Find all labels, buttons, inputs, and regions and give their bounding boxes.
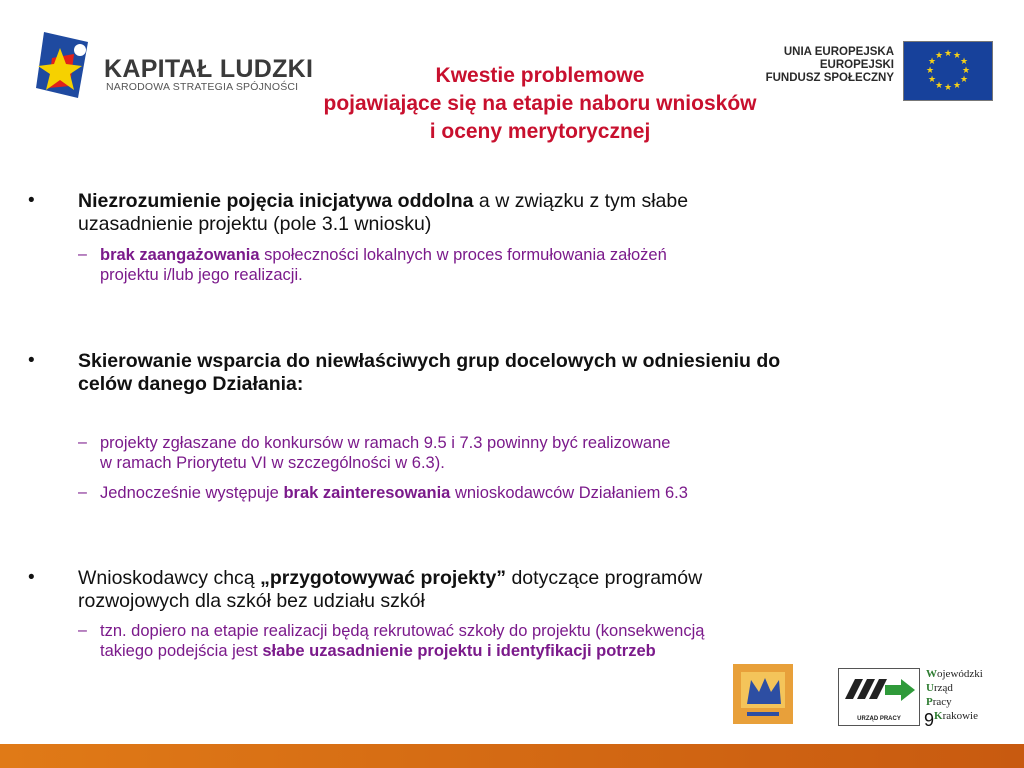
bullet-2-sub-1 [100, 433, 670, 473]
malopolska-logo [733, 664, 793, 724]
bullet-1-rest: a w związku z tym słabe [473, 190, 689, 212]
slide-title [210, 62, 870, 146]
bullet-3-rest: dotyczące programów [506, 567, 703, 589]
bullet-1-line-2: uzasadnienie projektu (pole 3.1 wniosku) [78, 213, 432, 235]
bullet-3-sub-1-bold: słabe uzasadnienie projektu i identyfikacji potrzeb [262, 642, 656, 660]
bullet-1-sub-1 [100, 245, 667, 285]
bullet-3-sub-1 [100, 621, 704, 661]
wup-w: W [926, 668, 937, 680]
bullet-1-sub-1-line-2: projektu i/lub jego realizacji. [100, 266, 303, 284]
title-line-2: pojawiające się na etapie naboru wniosków [323, 92, 757, 115]
bullet-2-sub-1-line-2: w ramach Priorytetu VI w szczególności w 6.3). [100, 454, 445, 472]
sub-bullet-dash: – [78, 622, 87, 639]
bullet-marker: • [28, 567, 35, 588]
page-number: 9 [924, 710, 935, 730]
title-line-3: i oceny merytorycznej [429, 120, 651, 143]
bullet-2-text [78, 350, 780, 396]
bullet-1-sub-1-bold: brak zaangażowania [100, 246, 260, 264]
sub-bullet-dash: – [78, 434, 87, 451]
wup-w-rest: ojewódzki [937, 668, 983, 680]
bullet-3-sub-1-pre: takiego podejścia jest [100, 642, 263, 660]
urzad-pracy-logo [838, 668, 920, 726]
wup-p: P [926, 696, 933, 708]
svg-text:★: ★ [927, 75, 937, 85]
wup-k-rest: rakowie [942, 710, 978, 722]
bullet-1-text [78, 190, 688, 236]
bullet-2-sub-2-pre: Jednocześnie występuje [100, 484, 284, 502]
footer-bar [0, 744, 1024, 768]
bullet-marker: • [28, 350, 35, 371]
svg-text:★: ★ [952, 81, 962, 91]
sub-bullet-dash: – [78, 484, 87, 501]
eu-line-2: EUROPEJSKI [819, 59, 894, 71]
svg-text:★: ★ [934, 51, 944, 61]
svg-text:★: ★ [959, 75, 969, 85]
wup-u-rest: rząd [933, 682, 953, 694]
svg-text:★: ★ [925, 66, 935, 76]
bullet-2-sub-2-rest: wnioskodawców Działaniem 6.3 [450, 484, 688, 502]
eu-line-3: FUNDUSZ SPOŁECZNY [765, 72, 894, 84]
svg-text:★: ★ [943, 83, 953, 93]
bullet-2-line-2: celów danego Działania: [78, 373, 304, 395]
eu-line-1: UNIA EUROPEJSKA [783, 46, 894, 58]
bullet-1-bold: Niezrozumienie pojęcia inicjatywa oddolna [78, 190, 474, 212]
bullet-3-line-2: rozwojowych dla szkół bez udziału szkół [78, 590, 425, 612]
bullet-3-sub-1-line-1: tzn. dopiero na etapie realizacji będą rekrutować szkoły do projektu (konsekwencją [100, 622, 705, 640]
kapital-ludzki-title: KAPITAŁ LUDZKI [104, 55, 314, 83]
bullet-2-sub-2-bold: brak zainteresowania [283, 484, 451, 502]
sub-bullet-dash: – [78, 246, 87, 263]
title-line-1: Kwestie problemowe [435, 64, 645, 87]
wup-k: K [934, 710, 943, 722]
wup-p-rest: racy [932, 696, 952, 708]
bullet-1-sub-1-rest: społeczności lokalnych w proces formułowania założeń [259, 246, 667, 264]
wup-u: U [926, 682, 934, 694]
kapital-ludzki-subtitle: NARODOWA STRATEGIA SPÓJNOŚCI [106, 81, 299, 93]
svg-text:★: ★ [927, 57, 937, 67]
kapital-ludzki-emblem-icon [30, 28, 102, 110]
bullet-3-pre: Wnioskodawcy chcą [78, 567, 261, 589]
bullet-3-text [78, 567, 702, 613]
bullet-marker: • [28, 190, 35, 211]
bullet-2-sub-2 [100, 483, 688, 503]
bullet-2-sub-1-line-1: projekty zgłaszane do konkursów w ramach 9.5 i 7.3 powinny być realizowane [100, 434, 671, 452]
svg-text:★: ★ [952, 51, 962, 61]
wup-text-block [926, 667, 983, 723]
svg-text:★: ★ [959, 57, 969, 67]
svg-text:★: ★ [934, 81, 944, 91]
svg-text:★: ★ [961, 66, 971, 76]
urzad-pracy-label: URZĄD PRACY [857, 716, 901, 722]
eu-flag-icon [903, 41, 993, 101]
svg-text:★: ★ [943, 49, 953, 59]
bullet-2-line-1: Skierowanie wsparcia do niewłaściwych grup docelowych w odniesieniu do [78, 350, 781, 372]
bullet-3-bold: „przygotowywać projekty” [260, 567, 507, 589]
